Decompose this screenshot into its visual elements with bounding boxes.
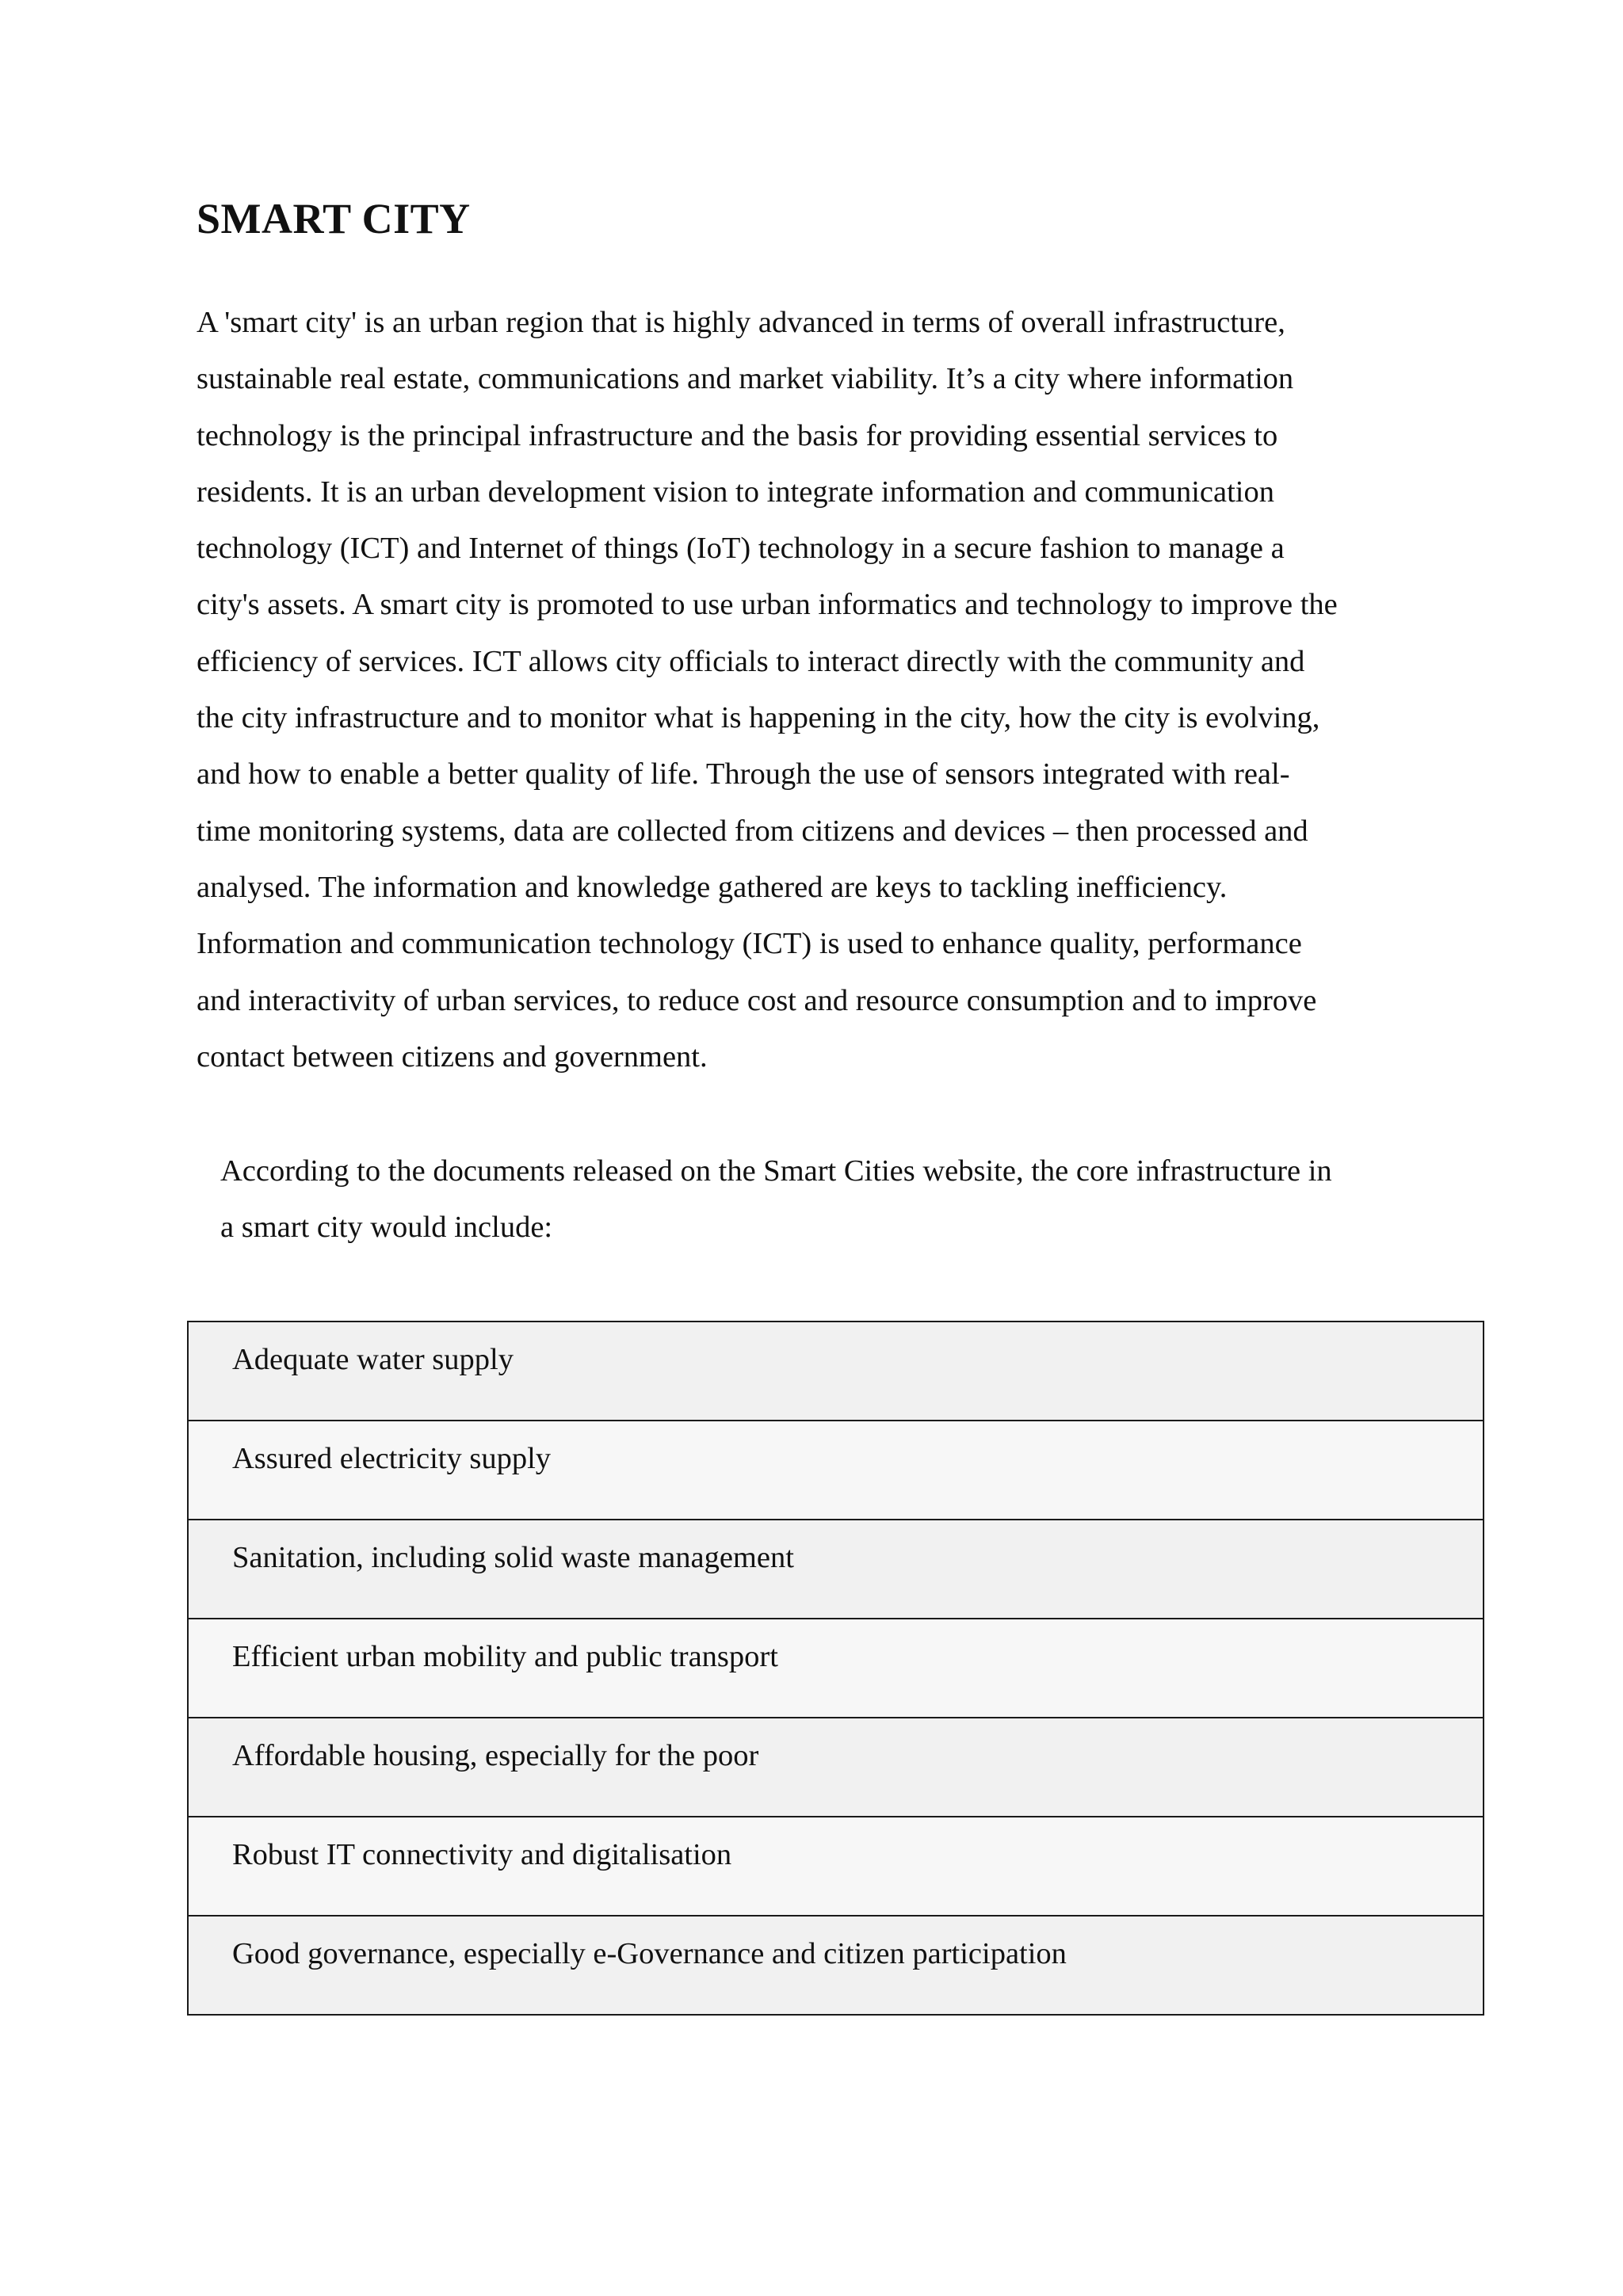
infrastructure-item: Assured electricity supply: [232, 1442, 552, 1475]
paragraph-line: time monitoring systems, data are collected from citizens and devices – then processed and: [197, 814, 1308, 848]
paragraph-line: contact between citizens and government.: [197, 1039, 708, 1074]
infrastructure-item: Affordable housing, especially for the poor: [232, 1739, 759, 1772]
table-cell: [188, 1322, 1484, 1421]
table-cell: [188, 1520, 1484, 1619]
infrastructure-intro: [220, 1143, 1441, 1257]
paragraph-line: technology (ICT) and Internet of things (IoT) technology in a secure fashion to manage a: [197, 532, 1285, 566]
infrastructure-item: Good governance, especially e-Governance and citizen participation: [232, 1937, 1067, 1970]
paragraph-line: efficiency of services. ICT allows city officials to interact directly with the community and: [197, 644, 1305, 678]
paragraph-line: the city infrastructure and to monitor what is happening in the city, how the city is evolving,: [197, 701, 1320, 735]
infrastructure-item: Adequate water supply: [232, 1343, 514, 1376]
table-row: [188, 1520, 1484, 1619]
table-cell: [188, 1718, 1484, 1817]
paragraph-line: residents. It is an urban development vision to integrate information and communication: [197, 475, 1275, 509]
intro-line: a smart city would include:: [220, 1211, 553, 1245]
table-row: [188, 1817, 1484, 1916]
table-cell: [188, 1421, 1484, 1520]
paragraph-line: analysed. The information and knowledge gathered are keys to tackling inefficiency.: [197, 870, 1228, 904]
table-cell: [188, 1916, 1484, 2015]
body-paragraph: [197, 295, 1433, 1085]
intro-line: According to the documents released on the Smart Cities website, the core infrastructure in: [220, 1154, 1332, 1188]
table-cell: [188, 1817, 1484, 1916]
table-cell: [188, 1619, 1484, 1718]
table-row: [188, 1916, 1484, 2015]
infrastructure-item: Efficient urban mobility and public transport: [232, 1640, 778, 1673]
infrastructure-item: Sanitation, including solid waste management: [232, 1541, 794, 1574]
infrastructure-table: [187, 1321, 1484, 2016]
table-row: [188, 1718, 1484, 1817]
paragraph-line: A 'smart city' is an urban region that is highly advanced in terms of overall infrastructure,: [197, 306, 1285, 339]
table-row: [188, 1322, 1484, 1421]
table-row: [188, 1421, 1484, 1520]
paragraph-line: sustainable real estate, communications and market viability. It’s a city where information: [197, 362, 1294, 396]
paragraph-line: city's assets. A smart city is promoted to use urban informatics and technology to improve the: [197, 588, 1338, 622]
paragraph-line: and interactivity of urban services, to reduce cost and resource consumption and to improve: [197, 983, 1317, 1017]
page-title: SMART CITY: [197, 195, 471, 242]
paragraph-line: and how to enable a better quality of life. Through the use of sensors integrated with real-: [197, 757, 1290, 791]
table-row: [188, 1619, 1484, 1718]
paragraph-line: technology is the principal infrastructure and the basis for providing essential services to: [197, 418, 1278, 452]
infrastructure-item: Robust IT connectivity and digitalisation: [232, 1838, 732, 1871]
paragraph-line: Information and communication technology (ICT) is used to enhance quality, performance: [197, 927, 1302, 961]
